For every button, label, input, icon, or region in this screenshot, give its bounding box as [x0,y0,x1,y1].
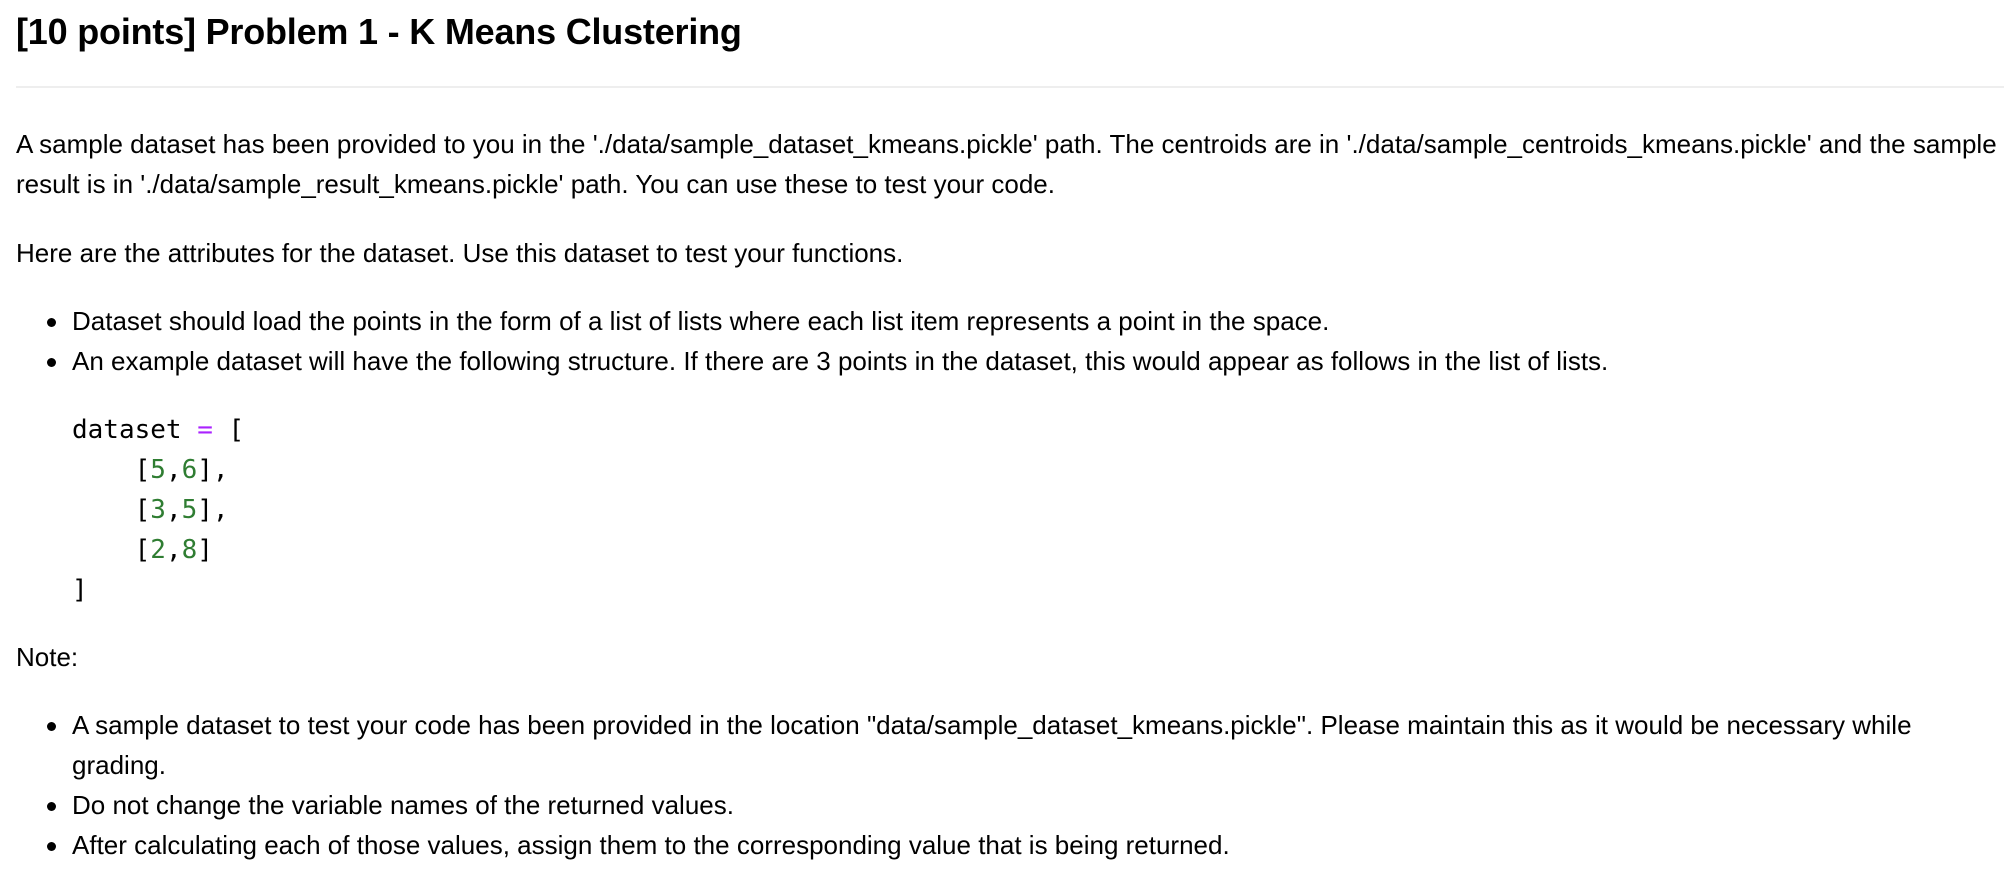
code-number: 3 [150,495,166,525]
attributes-list [72,301,1992,381]
bullet-icon [47,722,56,731]
bullet-icon [47,802,56,811]
code-number: 6 [181,455,198,485]
code-bracket: ] [197,535,213,565]
list-item-text: An example dataset will have the following structure. If there are 3 points in the dataset, this would appear as follows in the list of lists. [72,346,1609,376]
code-number: 5 [150,455,166,485]
code-number: 8 [181,535,198,565]
code-bracket: ], [197,495,229,525]
problem-title: [10 points] Problem 1 - K Means Clustering [16,11,742,52]
code-number: 5 [181,495,198,525]
list-item-text: Do not change the variable names of the returned values. [72,790,734,820]
code-open-bracket: [ [228,415,245,445]
list-item [72,341,1992,381]
note-list [72,705,1912,865]
attributes-intro: Here are the attributes for the dataset. Use this dataset to test your functions. [16,238,904,268]
code-number: 2 [150,535,166,565]
note-label: Note: [16,642,79,672]
list-item [72,785,1912,825]
bullet-icon [47,842,56,851]
code-close-bracket: ] [72,575,88,605]
list-item [72,301,1992,341]
intro-paragraph: A sample dataset has been provided to you in the './data/sample_dataset_kmeans.pickle' path. The centroids are in './data/sample_centroids_kmeans.pickle' and the sample result is in './data/sample_result_kmeans.pickle' path. You can use these to test your code. [16,129,1997,199]
bullet-icon [47,358,56,367]
list-item-text: A sample dataset to test your code has been provided in the location "data/sample_dataset_kmeans.pickle". Please maintain this as it would be necessary while grading. [72,710,1912,780]
bullet-icon [47,318,56,327]
list-item [72,705,1912,785]
code-variable: dataset [72,415,182,445]
code-bracket: ], [197,455,229,485]
code-operator: = [197,415,213,445]
dataset-code-block: dataset = [ [5,6], [3,5], [2,8] ] [72,415,245,605]
list-item-text: Dataset should load the points in the form of a list of lists where each list item represents a point in the space. [72,306,1330,336]
list-item [72,825,1912,865]
heading-divider [16,86,2004,88]
list-item-text: After calculating each of those values, assign them to the corresponding value that is being returned. [72,830,1230,860]
